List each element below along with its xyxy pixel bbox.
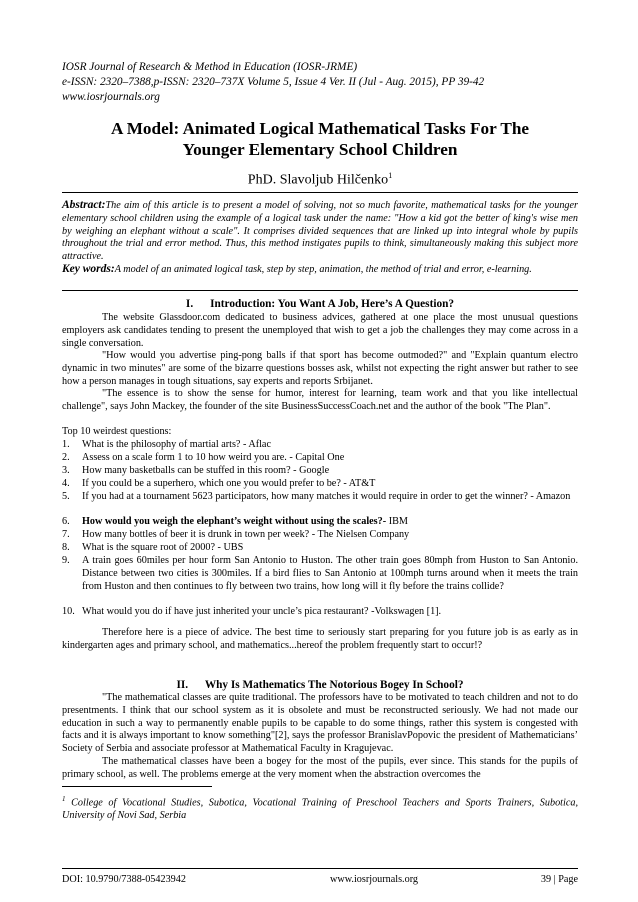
list-item	[62, 606, 578, 619]
list-text: What is the square root of 2000? - UBS	[82, 542, 244, 553]
keywords-label: Key words:	[62, 263, 115, 275]
footer-site[interactable]: www.iosrjournals.org	[330, 874, 419, 885]
author-name: PhD. Slavoljub Hilčenko	[247, 172, 389, 188]
section1-paragraph-1: The website Glassdoor.com dedicated to business advices, gathered at one place the most unusual questions employers ask candidates tending to present the unemployed that wish to get a job the challenges they may come across in a single conversation.	[62, 312, 578, 349]
section2-paragraph-1: "The mathematical classes are quite traditional. The professors have to be motivated to teach children and not to do presentments. I think that our school system as it is obsolete and must be reconstructed seriously. We had not made our education in such a way to permanently enable pupils to be capable to do some things, rather this system is congested with facts and it is always important to know something"[2], says the professor BranislavPopovic the president of Mathematicians’ Society of Serbia and associate professor at Mathematical Faculty in Kragujevac.	[62, 692, 578, 755]
list-number: 6.	[62, 516, 70, 527]
list-item	[62, 465, 578, 478]
footer-page-number: 39 | Page	[540, 874, 578, 885]
list-item	[62, 516, 578, 529]
list-item	[62, 491, 578, 504]
list-text: If you could be a superhero, which one you would prefer to be? - AT&T	[82, 478, 376, 489]
footnote	[62, 793, 578, 823]
list-item	[62, 542, 578, 555]
list-text: Assess on a scale form 1 to 10 how weird you are. - Capital One	[82, 452, 345, 463]
list-number: 5.	[62, 491, 70, 502]
footer-doi: DOI: 10.9790/7388-05423942	[62, 874, 186, 885]
journal-issn: e-ISSN: 2320–7388,p-ISSN: 2320–737X Volume 5, Issue 4 Ver. II (Jul - Aug. 2015), PP 39-42	[62, 76, 485, 88]
keywords	[62, 263, 578, 277]
paper-title-line1: A Model: Animated Logical Mathematical Tasks For The	[110, 119, 530, 138]
list-item	[62, 452, 578, 465]
section1-paragraph-2: "How would you advertise ping-pong balls if that sport has become outmoded?" and "Explain quantum electro dynamic in two minutes" are some of the bizarre questions bosses ask, whilst not expecting the right answer but rather to see how a person manages in tough situations, say experts and reports Srbijanet.	[62, 350, 578, 387]
list-text-rest: IBM	[386, 516, 408, 527]
abstract-label: Abstract:	[62, 199, 106, 211]
abstract	[62, 199, 578, 264]
list-number: 2.	[62, 452, 70, 463]
list-title: Top 10 weirdest questions:	[62, 426, 172, 437]
list-item	[62, 478, 578, 491]
footnote-mark: 1	[62, 795, 66, 803]
list-text	[82, 516, 578, 529]
author	[62, 167, 578, 190]
footnote-rule	[62, 786, 212, 787]
journal-name: IOSR Journal of Research & Method in Education (IOSR-JRME)	[62, 61, 358, 73]
list-item	[62, 529, 578, 542]
list-item	[62, 439, 578, 452]
paper-title-line2: Younger Elementary School Children	[182, 140, 458, 159]
section1-paragraph-4: Therefore here is a piece of advice. The best time to seriously start preparing for you future job is as early as in kindergarten ages and primary school, and mathematics...hereof the problem frequently start to occur!?	[62, 627, 578, 651]
author-footnote-mark: 1	[388, 171, 393, 180]
list-number: 1.	[62, 439, 70, 450]
list-text-bold: How would you weigh the elephant’s weight without using the scales?-	[82, 516, 387, 527]
abstract-bottom-rule	[62, 290, 578, 291]
list-text: A train goes 60miles per hour form San Antonio to Huston. The other train goes 80mph from Huston to San Antonio. Distance between two cities is 300miles. If a bird flies to San Antonio at 100mph turns around when it meets the train from Huston and then continues to fly between two trains, how long will it fly before the trains collide?	[82, 555, 578, 592]
section2-heading: II. Why Is Mathematics The Notorious Bogey In School?	[176, 679, 464, 691]
list-number: 8.	[62, 542, 70, 553]
list-text: How many bottles of beer it is drunk in town per week? - The Nielsen Company	[82, 529, 410, 540]
list-number: 7.	[62, 529, 70, 540]
keywords-text: A model of an animated logical task, step by step, animation, the method of trial and error, e-learning.	[114, 264, 532, 275]
abstract-top-rule	[62, 192, 578, 193]
list-number: 9.	[62, 555, 70, 566]
list-number: 10.	[62, 606, 75, 617]
list-number: 4.	[62, 478, 70, 489]
list-text: What would you do if have just inherited your uncle’s pica restaurant? -Volkswagen [1].	[82, 606, 442, 617]
abstract-text: The aim of this article is to present a model of solving, not so much favorite, mathematical tasks for the younger elementary school children using the example of a logical task under the name: "How a kid got the better of king's wise men by weighing an elephant without a scale". It comprises divided sequences that are linked up into integral whole by pupils throughout the trial and error method. Thus, this method instigates pupils to think, simultaneously making this subject more attractive.	[62, 200, 578, 263]
list-text: How many basketballs can be stuffed in this room? - Google	[82, 465, 330, 476]
list-item	[62, 555, 578, 593]
footer-rule	[62, 868, 578, 869]
footnote-text: College of Vocational Studies, Subotica, Vocational Training of Preschool Teachers and Sports Trainers, Subotica, University of Novi Sad, Serbia	[62, 797, 579, 822]
journal-url[interactable]: www.iosrjournals.org	[62, 91, 160, 103]
list-number: 3.	[62, 465, 70, 476]
section1-paragraph-3: "The essence is to show the sense for humor, interest for learning, team work and that you like intellectual challenge", says John Mackey, the founder of the site BusinessSuccessCoach.net and the author of the book "The Plan".	[62, 388, 578, 412]
section2-paragraph-2: The mathematical classes have been a bogey for the most of the pupils, ever since. This stands for the pupils of primary school, as well. The problems emerge at the very moment when the abstraction overcomes the	[62, 756, 578, 780]
list-text: What is the philosophy of martial arts? - Aflac	[82, 439, 271, 450]
section1-heading: I. Introduction: You Want A Job, Here’s A Question?	[185, 298, 455, 310]
list-text: If you had at a tournament 5623 participators, how many matches it would require in order to get the winner? - Amazon	[82, 491, 571, 502]
